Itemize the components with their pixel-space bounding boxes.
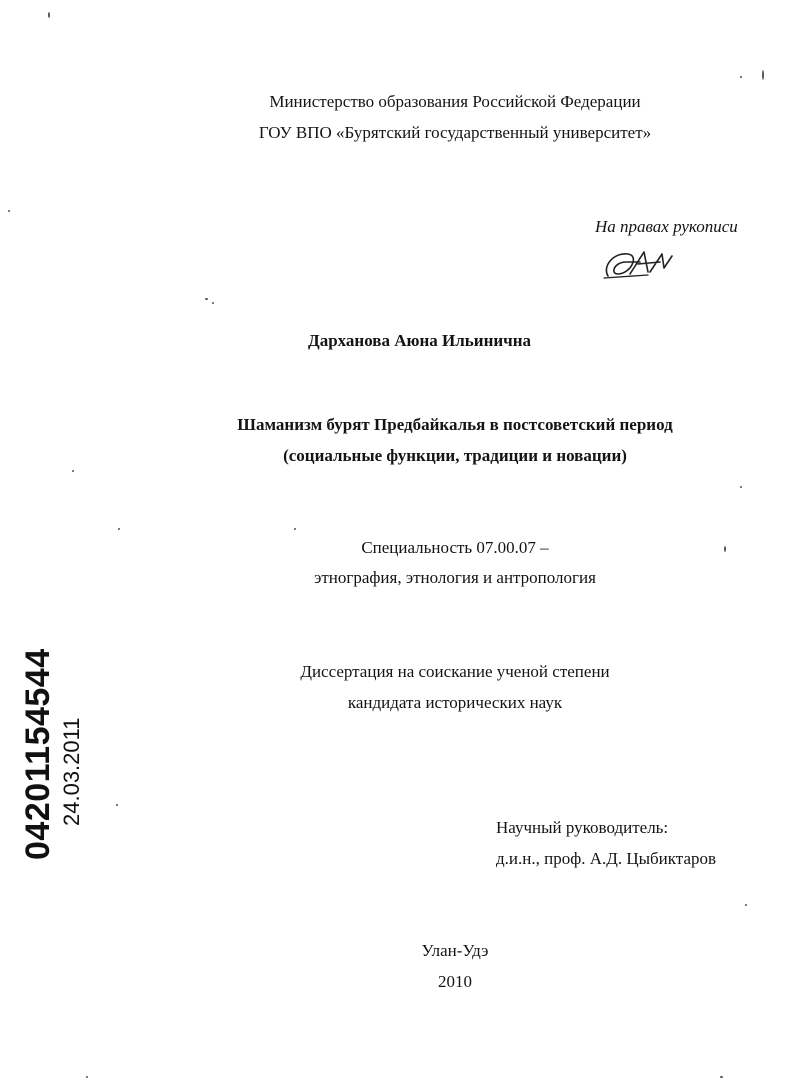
scan-speck (745, 904, 747, 906)
scan-speck (86, 1076, 88, 1078)
place: Улан-Удэ (421, 941, 489, 960)
scan-speck (205, 298, 208, 300)
signature-icon (600, 244, 676, 282)
library-stamp-date: 24.03.2011 (59, 717, 84, 826)
scan-speck (48, 12, 50, 18)
library-stamp-number: 04201154544 (19, 648, 57, 860)
scan-speck (212, 302, 214, 304)
scan-speck (740, 486, 742, 488)
scan-speck (118, 528, 120, 530)
manuscript-note: На правах рукописи (595, 217, 738, 236)
specialty-line-2: этнография, этнология и антропология (314, 568, 596, 587)
dissertation-line-1: Диссертация на соискание ученой степени (300, 662, 610, 681)
scan-speck (740, 76, 742, 78)
scan-speck (116, 804, 118, 806)
university-line: ГОУ ВПО «Бурятский государственный университет» (258, 123, 652, 142)
author-name: Дарханова Аюна Ильинична (308, 331, 532, 350)
specialty-line-1: Специальность 07.00.07 – (361, 538, 549, 557)
year: 2010 (438, 972, 472, 991)
scan-speck (762, 70, 764, 80)
scan-speck (294, 528, 296, 530)
scan-speck (72, 470, 74, 472)
title-line-1: Шаманизм бурят Предбайкалья в постсоветский период (237, 415, 673, 434)
scan-speck (724, 546, 726, 552)
scan-speck (720, 1076, 723, 1078)
title-line-2: (социальные функции, традиции и новации) (283, 446, 627, 465)
scan-speck (8, 210, 10, 212)
ministry-line: Министерство образования Российской Федерации (269, 92, 641, 111)
supervisor-label: Научный руководитель: (496, 818, 669, 837)
supervisor-name: д.и.н., проф. А.Д. Цыбиктаров (496, 849, 717, 868)
dissertation-line-2: кандидата исторических наук (347, 693, 563, 712)
